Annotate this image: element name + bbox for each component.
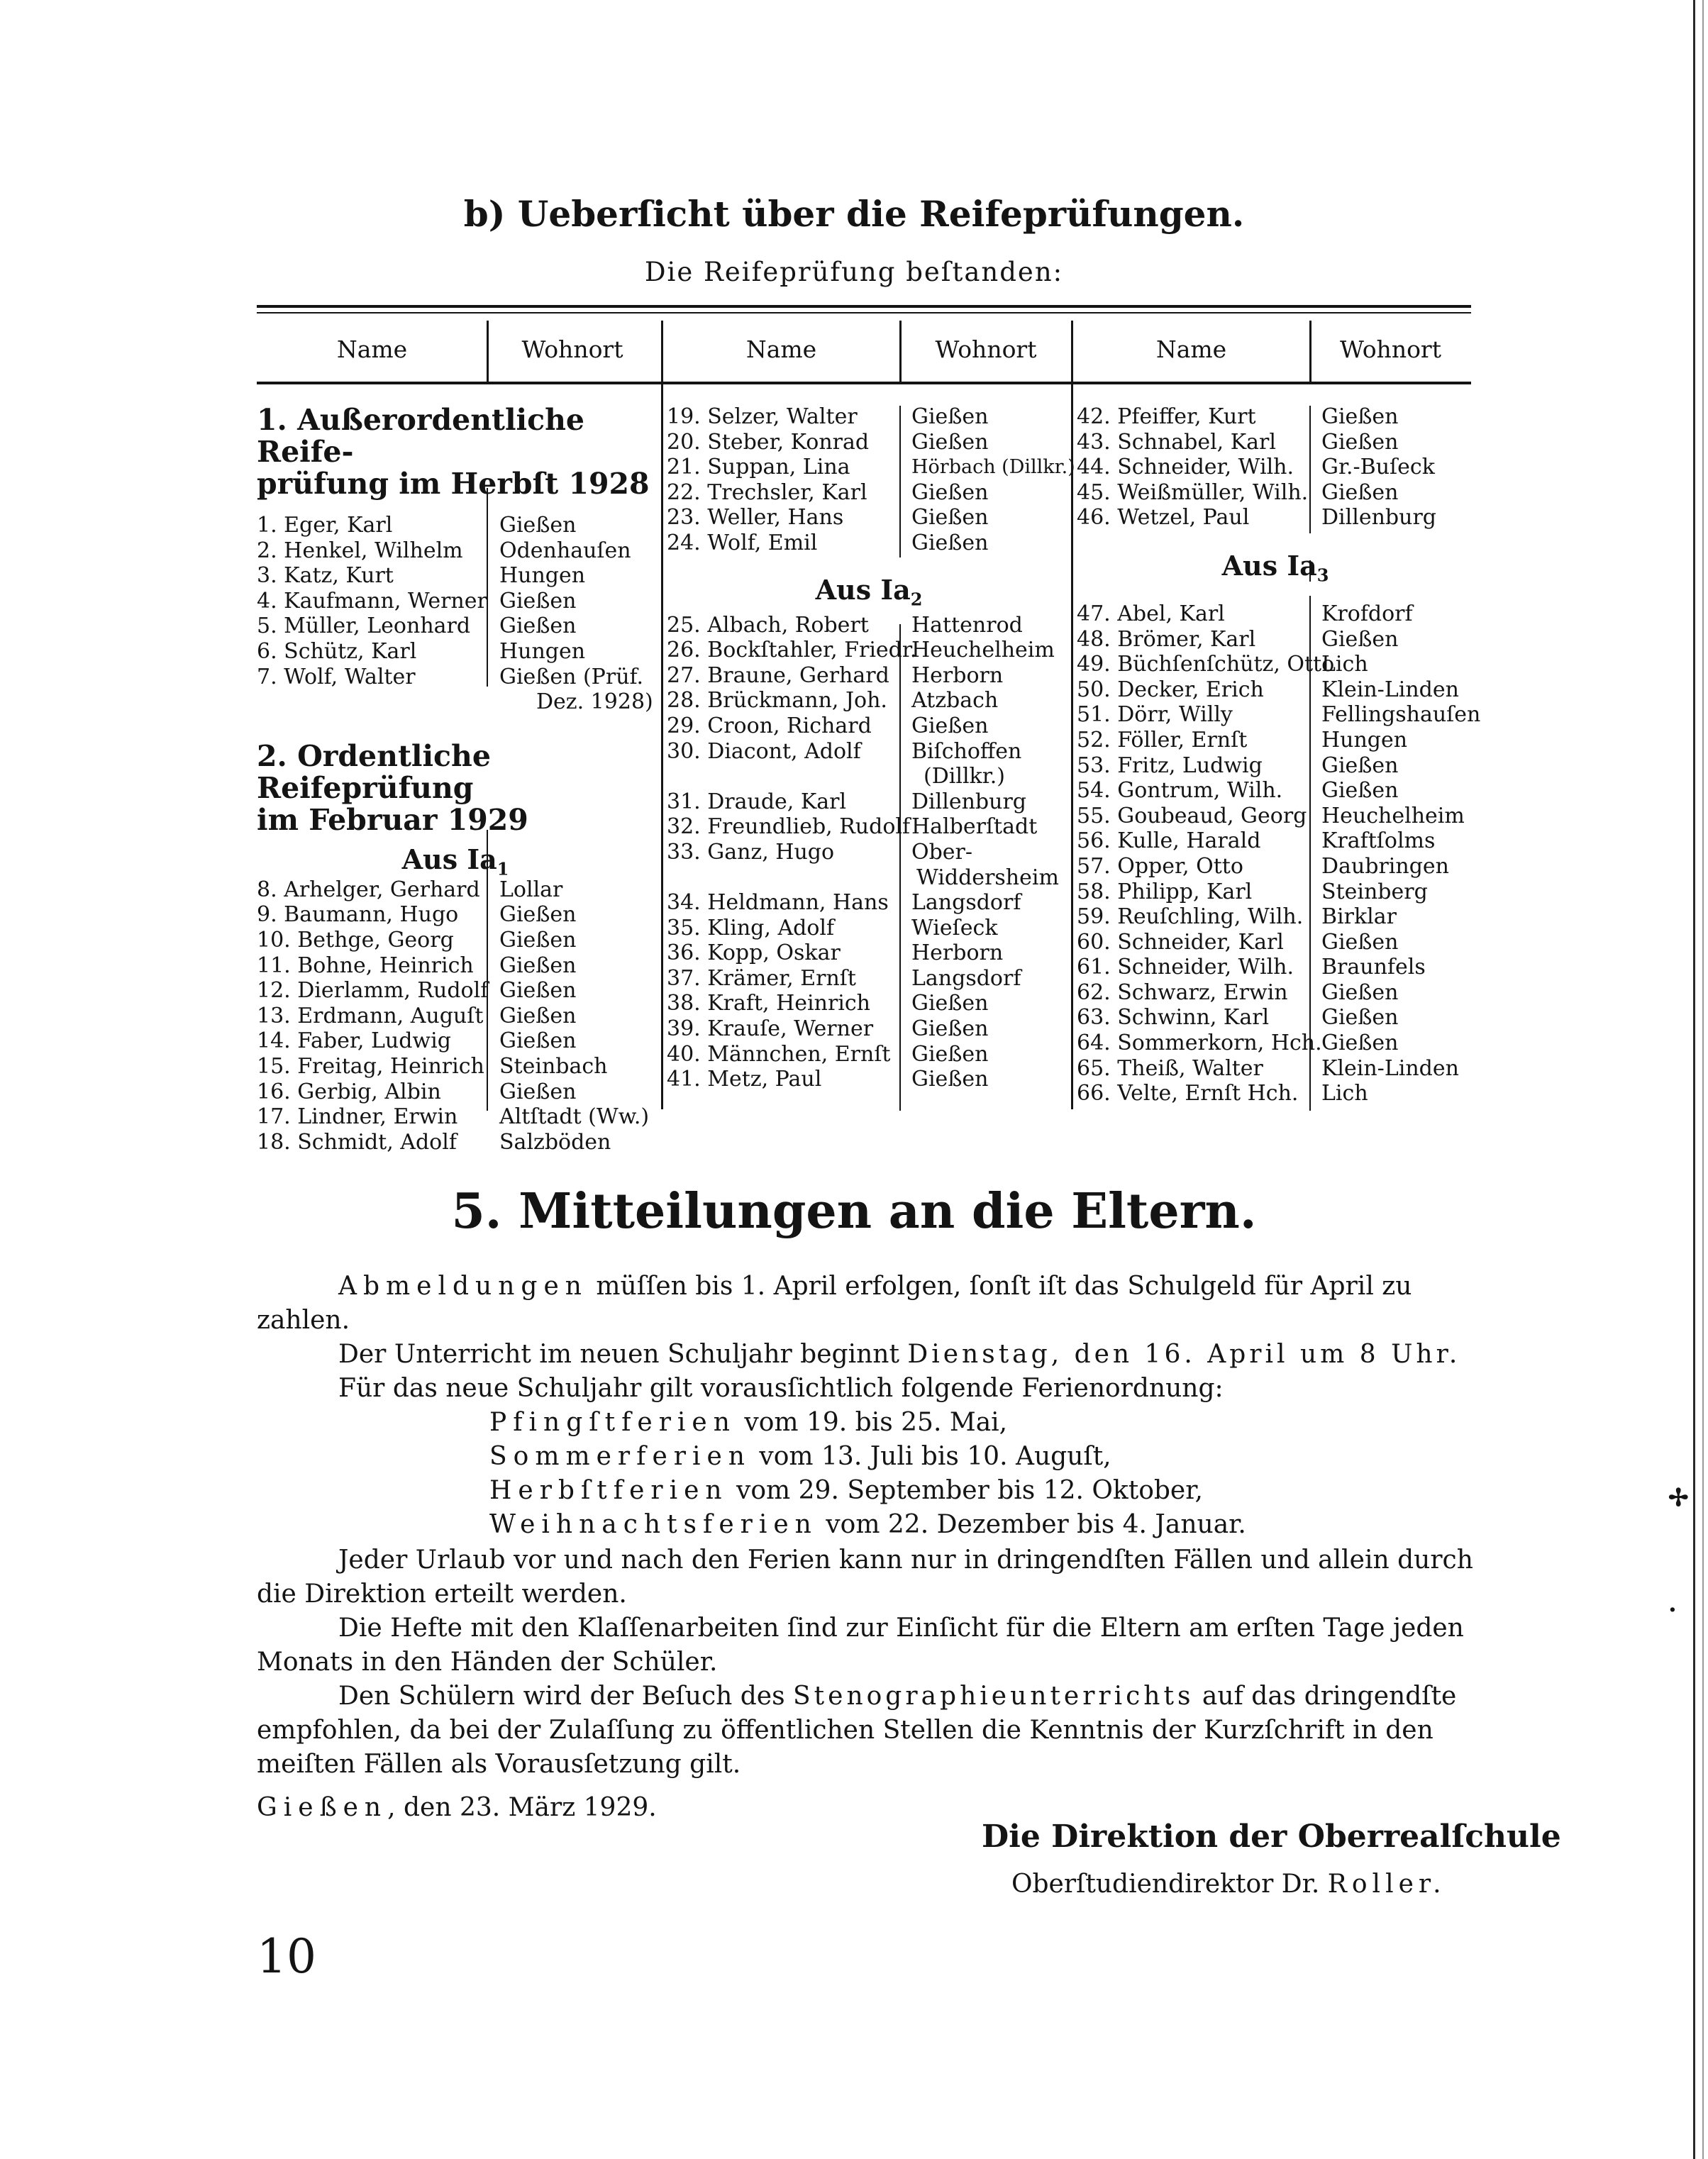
- paragraph-withdrawals: [257, 1270, 1474, 1338]
- student-name: 56. Kulle, Harald: [1077, 828, 1261, 854]
- student-name: 20. Steber, Konrad: [667, 429, 870, 455]
- table-row: [667, 1067, 1071, 1092]
- student-name: 35. Kling, Adolf: [667, 915, 835, 940]
- table-row: [667, 638, 1071, 663]
- student-name: 11. Bohne, Heinrich: [257, 953, 474, 978]
- student-name: 28. Brückmann, Joh.: [667, 688, 887, 714]
- student-place: Gießen: [911, 991, 989, 1016]
- student-place: Klein-Linden: [1321, 1055, 1459, 1081]
- student-name: 14. Faber, Ludwig: [257, 1028, 451, 1054]
- student-place: Gießen: [1321, 626, 1399, 652]
- student-name: 48. Brömer, Karl: [1077, 626, 1256, 652]
- student-place: Gießen: [911, 505, 989, 531]
- student-name: 18. Schmidt, Adolf: [257, 1129, 457, 1155]
- table-row: [257, 953, 654, 979]
- student-place: Herborn: [911, 940, 1004, 966]
- holiday-name: Weihnachtsferien: [489, 1510, 818, 1539]
- spaced-term: Abmeldungen: [338, 1272, 588, 1301]
- student-place: Hungen: [499, 638, 586, 664]
- table-row: [1077, 1056, 1474, 1082]
- table-row: [1077, 404, 1474, 430]
- table-column-3: [1077, 404, 1481, 1106]
- student-name: 9. Baumann, Hugo: [257, 902, 459, 928]
- student-name: 53. Fritz, Ludwig: [1077, 753, 1263, 778]
- student-place: Krofdorf: [1321, 601, 1413, 626]
- student-place: Steinbach: [499, 1053, 608, 1079]
- student-place: Gießen: [1321, 429, 1399, 455]
- student-name: 62. Schwarz, Erwin: [1077, 979, 1288, 1005]
- table-row: [667, 455, 1075, 480]
- table-row: [667, 531, 1071, 556]
- student-name: 32. Freundlieb, Rudolf: [667, 814, 911, 840]
- table-row: [667, 505, 1071, 531]
- column-divider: [1071, 321, 1073, 1109]
- student-name: 17. Lindner, Erwin: [257, 1104, 458, 1130]
- student-place: Braunfels: [1321, 955, 1426, 980]
- student-place: Gießen: [499, 614, 577, 639]
- column-divider: [899, 321, 902, 382]
- paragraph-text: auf das dringendſte empfohlen, da bei der Zulaſſung zu öffentlichen Stellen die Kenntnis der Kurzſchrift in den meiſten Fällen als Vorausſetzung gilt.: [257, 1682, 1457, 1779]
- student-place: Lollar: [499, 877, 563, 902]
- table-row: [667, 404, 1071, 430]
- student-place: Gießen: [1321, 929, 1399, 955]
- group-title: prüfung im Herbſt 1928: [257, 467, 650, 501]
- student-name: 44. Schneider, Wilh.: [1077, 455, 1294, 480]
- student-name: 15. Freitag, Heinrich: [257, 1053, 484, 1079]
- paragraph-text: Der Unterricht im neuen Schuljahr beginnt: [338, 1340, 908, 1369]
- table-subtitle: Die Reifeprüfung beſtanden:: [644, 257, 1064, 287]
- table-top-rule: [257, 305, 1471, 308]
- table-row: [667, 890, 1071, 916]
- student-name: 24. Wolf, Emil: [667, 530, 818, 555]
- group-title: im Februar 1929: [257, 802, 528, 837]
- holiday-name: Herbſtferien: [489, 1476, 728, 1505]
- table-row: [257, 563, 654, 589]
- student-name: 65. Theiß, Walter: [1077, 1055, 1263, 1081]
- student-place: Wieſeck: [911, 915, 998, 940]
- class-heading-sub: 3: [1316, 565, 1329, 586]
- student-name: 29. Croon, Richard: [667, 713, 872, 738]
- table-row: [1077, 455, 1474, 480]
- table-row: [257, 978, 654, 1004]
- student-place: Heuchelheim: [1321, 803, 1465, 828]
- student-place: Gießen: [911, 1016, 989, 1042]
- student-name: 60. Schneider, Karl: [1077, 929, 1284, 955]
- paragraph-leave: Jeder Urlaub vor und nach den Ferien kann nur in dringendſten Fällen und allein durch die Direktion erteilt werden.: [257, 1545, 1473, 1609]
- table-row: [667, 1042, 1071, 1067]
- header-bottom-rule: [257, 382, 1471, 384]
- holiday-dates: vom 19. bis 25. Mai,: [736, 1408, 1008, 1437]
- student-place: Gießen: [911, 530, 989, 555]
- table-row: [667, 688, 1071, 714]
- student-name: 46. Wetzel, Paul: [1077, 505, 1250, 531]
- table-row: [1077, 652, 1474, 677]
- table-row: [667, 916, 1071, 941]
- student-place: Hungen: [499, 563, 586, 589]
- student-name: 19. Selzer, Walter: [667, 404, 858, 429]
- student-place: Gießen: [499, 1003, 577, 1028]
- student-name: 10. Bethge, Georg: [257, 927, 454, 953]
- table-row: [667, 714, 1071, 739]
- table-row: [667, 663, 1071, 689]
- student-name: 26. Bockſtahler, Friedr.: [667, 638, 917, 663]
- class-heading-label: Aus Ia: [401, 843, 497, 875]
- student-place: Langsdorf: [911, 965, 1021, 991]
- student-place: Gießen: [1321, 404, 1399, 429]
- student-place: Gießen: [911, 1067, 989, 1092]
- student-place: Lich: [1321, 652, 1368, 677]
- table-row: [257, 639, 654, 665]
- margin-mark: ·: [1668, 1596, 1677, 1624]
- spaced-term: Dienstag, den 16. April um 8 Uhr.: [907, 1340, 1461, 1369]
- table-row: [1077, 980, 1474, 1006]
- student-place: Gießen: [1321, 479, 1399, 505]
- student-name: 4. Kaufmann, Werner: [257, 588, 487, 614]
- student-place: Halberſtadt: [911, 814, 1038, 840]
- table-row: [257, 1130, 654, 1155]
- student-place: Herborn: [911, 662, 1004, 688]
- class-heading-sub: 2: [910, 589, 923, 610]
- header-name: Name: [745, 335, 817, 363]
- student-name: 36. Kopp, Oskar: [667, 940, 841, 966]
- student-place: Hattenrod: [911, 612, 1023, 638]
- table-row: [1077, 879, 1474, 905]
- student-name: 34. Heldmann, Hans: [667, 890, 889, 916]
- table-column-2: [667, 404, 1075, 1092]
- table-row: [667, 966, 1071, 992]
- table-row: [257, 1028, 654, 1054]
- table-row: [1077, 904, 1474, 930]
- student-place: Gr.-Buſeck: [1321, 455, 1435, 480]
- student-place: Daubringen: [1321, 853, 1449, 879]
- table-row: [257, 614, 654, 639]
- student-place: Gießen: [499, 953, 577, 978]
- class-heading-sub: 1: [497, 858, 509, 879]
- paragraph-text: müſſen bis 1. April erfolgen, ſonſt iſt das Schulgeld für April zu zahlen.: [257, 1272, 1412, 1335]
- table-row: [1077, 1031, 1474, 1056]
- holiday-name: Sommerferien: [489, 1442, 751, 1471]
- student-place: Gießen: [1321, 778, 1399, 804]
- table-row: [257, 1080, 654, 1105]
- group-title: 2. Ordentliche Reifeprüfung: [257, 738, 491, 805]
- table-row: [667, 789, 1071, 815]
- student-name: 42. Pfeiffer, Kurt: [1077, 404, 1256, 429]
- table-row: [667, 764, 1071, 789]
- table-row: [667, 613, 1071, 638]
- student-name: 2. Henkel, Wilhelm: [257, 538, 463, 563]
- holiday-dates: vom 29. September bis 12. Oktober,: [728, 1476, 1203, 1505]
- table-row: [1077, 627, 1474, 653]
- table-row: [257, 1054, 654, 1080]
- student-place: Gießen: [911, 404, 989, 429]
- student-place-continued: (Dillkr.): [924, 764, 1006, 789]
- holiday-dates: vom 13. Juli bis 10. Auguſt,: [750, 1442, 1111, 1471]
- table-row: [257, 589, 654, 614]
- place-date: [257, 1793, 657, 1822]
- student-place: Altſtadt (Ww.): [499, 1104, 650, 1130]
- paragraph-school-start: [257, 1338, 1474, 1372]
- student-name: 33. Ganz, Hugo: [667, 839, 835, 865]
- page-number: 10: [257, 1929, 316, 1984]
- class-heading-label: Aus Ia: [1221, 549, 1317, 582]
- director-line: [1011, 1870, 1446, 1899]
- table-row: [1077, 1005, 1474, 1031]
- table-row: [257, 1104, 654, 1130]
- header-place: Wohnort: [1340, 335, 1441, 363]
- table-row: [1077, 854, 1474, 879]
- student-name: 25. Albach, Robert: [667, 612, 869, 638]
- table-row: [1077, 601, 1474, 627]
- director-name: Roller.: [1327, 1870, 1446, 1899]
- student-name: 39. Krauſe, Werner: [667, 1016, 874, 1042]
- student-name: 58. Philipp, Karl: [1077, 879, 1253, 904]
- student-place: Lich: [1321, 1081, 1368, 1106]
- director-title: Oberſtudiendirektor Dr.: [1011, 1870, 1328, 1899]
- holiday-name: Pfingſtferien: [489, 1408, 736, 1437]
- table-row: [1077, 955, 1474, 980]
- table-row: [667, 840, 1071, 865]
- paragraph-notebooks: Die Hefte mit den Klaſſenarbeiten ſind zur Einſicht für die Eltern am erſten Tage jeden Monats in den Händen der Schüler.: [257, 1614, 1464, 1677]
- student-name: 45. Weißmüller, Wilh.: [1077, 479, 1309, 505]
- holiday-entry: [489, 1406, 1007, 1440]
- margin-mark: ✢: [1668, 1484, 1689, 1512]
- paragraph-holiday-intro: Für das neue Schuljahr gilt vorausſichtlich folgende Ferienordnung:: [338, 1374, 1224, 1403]
- student-place: Gießen: [911, 1041, 989, 1067]
- student-place: Gießen: [499, 927, 577, 953]
- table-row: [667, 1016, 1071, 1042]
- student-name: 21. Suppan, Lina: [667, 455, 850, 480]
- student-place: Gießen: [499, 513, 577, 538]
- student-place: Salzböden: [499, 1129, 611, 1155]
- table-row: [257, 665, 654, 690]
- table-row: [1077, 778, 1474, 804]
- table-row: [667, 814, 1071, 840]
- class-heading-label: Aus Ia: [815, 573, 911, 606]
- student-place: Dillenburg: [911, 789, 1026, 814]
- student-name: 30. Diacont, Adolf: [667, 738, 861, 764]
- student-name: 63. Schwinn, Karl: [1077, 1005, 1270, 1031]
- student-place: Gießen: [911, 429, 989, 455]
- student-name: 8. Arhelger, Gerhard: [257, 877, 480, 902]
- student-name: 7. Wolf, Walter: [257, 664, 416, 689]
- student-name: 3. Katz, Kurt: [257, 563, 394, 589]
- table-row: [257, 538, 654, 564]
- table-row: [1077, 804, 1474, 829]
- column-divider: [661, 321, 663, 1109]
- student-place: Dillenburg: [1321, 505, 1436, 531]
- table-row: [1077, 728, 1474, 753]
- student-place: Langsdorf: [911, 890, 1021, 916]
- student-name: 47. Abel, Karl: [1077, 601, 1225, 626]
- student-place: Odenhauſen: [499, 538, 631, 563]
- student-place: Heuchelheim: [911, 638, 1055, 663]
- student-place: Gießen: [1321, 753, 1399, 778]
- student-name: 13. Erdmann, Auguſt: [257, 1003, 484, 1028]
- column-divider: [487, 321, 489, 382]
- student-name: 50. Decker, Erich: [1077, 677, 1264, 702]
- table-row: [1077, 505, 1474, 531]
- page-edge-shadow: [1702, 0, 1704, 2159]
- table-row: [1077, 480, 1474, 506]
- table-row: [257, 689, 654, 715]
- student-name: 43. Schnabel, Karl: [1077, 429, 1276, 455]
- table-row: [667, 480, 1071, 506]
- student-name: 37. Krämer, Ernſt: [667, 965, 856, 991]
- paragraph-stenography: [257, 1680, 1474, 1782]
- group-title: 1. Außerordentliche Reife-: [257, 403, 584, 469]
- table-row: [1077, 702, 1481, 728]
- holiday-dates: vom 22. Dezember bis 4. Januar.: [817, 1510, 1246, 1539]
- student-place: Gießen: [1321, 979, 1399, 1005]
- student-name: 5. Müller, Leonhard: [257, 614, 471, 639]
- signature: Die Direktion der Oberrealſchule: [982, 1819, 1561, 1855]
- student-place: Gießen: [499, 902, 577, 928]
- table-row: [1077, 753, 1474, 779]
- table-row: [1077, 677, 1474, 703]
- student-name: 52. Föller, Ernſt: [1077, 727, 1248, 753]
- student-place: Gießen: [911, 479, 989, 505]
- header-name: Name: [336, 335, 408, 363]
- student-place: Ober-: [911, 839, 973, 865]
- student-place: Gießen: [1321, 1005, 1399, 1031]
- student-name: 22. Trechsler, Karl: [667, 479, 867, 505]
- student-name: 61. Schneider, Wilh.: [1077, 955, 1294, 980]
- student-name: 23. Weller, Hans: [667, 505, 844, 531]
- student-place: Biſchoffen: [911, 738, 1022, 764]
- student-place: Atzbach: [911, 688, 999, 714]
- table-row: [257, 1004, 654, 1029]
- class-heading: [667, 556, 1071, 613]
- header-place: Wohnort: [935, 335, 1037, 363]
- section-heading: b) Ueberſicht über die Reifeprüfungen.: [463, 193, 1245, 235]
- paragraph-text: Den Schülern wird der Beſuch des: [338, 1682, 794, 1711]
- table-row: [1077, 930, 1474, 955]
- student-name: 64. Sommerkorn, Hch.: [1077, 1031, 1322, 1056]
- table-row: [257, 902, 654, 928]
- student-name: 57. Opper, Otto: [1077, 853, 1243, 879]
- student-place: Gießen (Prüf.: [499, 664, 644, 689]
- student-name: 16. Gerbig, Albin: [257, 1079, 441, 1104]
- table-row: [257, 928, 654, 953]
- student-name: 49. Büchſenſchütz, Otto: [1077, 652, 1335, 677]
- student-place: Kraftſolms: [1321, 828, 1436, 854]
- table-header: [257, 318, 1471, 382]
- student-place: Hörbach (Dillkr.): [911, 456, 1075, 479]
- table-row: [257, 513, 654, 538]
- student-place-continued: Widdersheim: [916, 865, 1059, 890]
- page-edge: [1693, 0, 1695, 2159]
- student-place: Gießen: [499, 978, 577, 1004]
- student-place: Klein-Linden: [1321, 677, 1459, 702]
- header-name: Name: [1155, 335, 1227, 363]
- holiday-entry: [489, 1508, 1246, 1542]
- place: Gießen: [257, 1793, 388, 1822]
- table-row: [667, 991, 1071, 1016]
- table-row: [667, 739, 1071, 765]
- student-name: 12. Dierlamm, Rudolf: [257, 978, 489, 1004]
- student-place: Hungen: [1321, 727, 1408, 753]
- section-5-heading: 5. Mitteilungen an die Eltern.: [451, 1183, 1257, 1240]
- student-name: 55. Goubeaud, Georg: [1077, 803, 1307, 828]
- table-row: [667, 865, 1071, 891]
- date: , den 23. März 1929.: [387, 1793, 657, 1822]
- table-row: [667, 940, 1071, 966]
- table-row: [1077, 430, 1474, 455]
- student-place: Gießen: [499, 1079, 577, 1104]
- class-heading: [1077, 531, 1474, 601]
- student-name: 40. Männchen, Ernſt: [667, 1041, 891, 1067]
- spaced-term: Stenographieunterrichts: [793, 1682, 1194, 1711]
- table-row: [667, 430, 1071, 455]
- student-name: 27. Braune, Gerhard: [667, 662, 889, 688]
- student-place: Gießen: [499, 1028, 577, 1054]
- column-divider: [1309, 321, 1312, 382]
- student-place: Gießen: [911, 713, 989, 738]
- student-place: Fellingshauſen: [1321, 702, 1481, 728]
- student-name: 38. Kraft, Heinrich: [667, 991, 871, 1016]
- student-name: 66. Velte, Ernſt Hch.: [1077, 1081, 1299, 1106]
- table-top-rule-thin: [257, 312, 1471, 313]
- student-name: 51. Dörr, Willy: [1077, 702, 1233, 728]
- student-name: 54. Gontrum, Wilh.: [1077, 778, 1283, 804]
- student-name: 6. Schütz, Karl: [257, 638, 417, 664]
- class-heading: [257, 842, 654, 877]
- holiday-entry: [489, 1474, 1203, 1508]
- student-name: 31. Draude, Karl: [667, 789, 847, 814]
- student-name: 1. Eger, Karl: [257, 513, 393, 538]
- student-name: 59. Reuſchling, Wilh.: [1077, 904, 1304, 930]
- student-place-continued: Dez. 1928): [536, 689, 653, 715]
- student-place: Birklar: [1321, 904, 1397, 930]
- table-row: [1077, 828, 1474, 854]
- student-place: Gießen: [499, 588, 577, 614]
- student-name: 41. Metz, Paul: [667, 1067, 822, 1092]
- holiday-entry: [489, 1440, 1111, 1474]
- table-row: [1077, 1081, 1474, 1106]
- table-column-1: [257, 404, 654, 1155]
- table-row: [257, 877, 654, 903]
- student-place: Gießen: [1321, 1031, 1399, 1056]
- header-place: Wohnort: [521, 335, 623, 363]
- student-place: Steinberg: [1321, 879, 1428, 904]
